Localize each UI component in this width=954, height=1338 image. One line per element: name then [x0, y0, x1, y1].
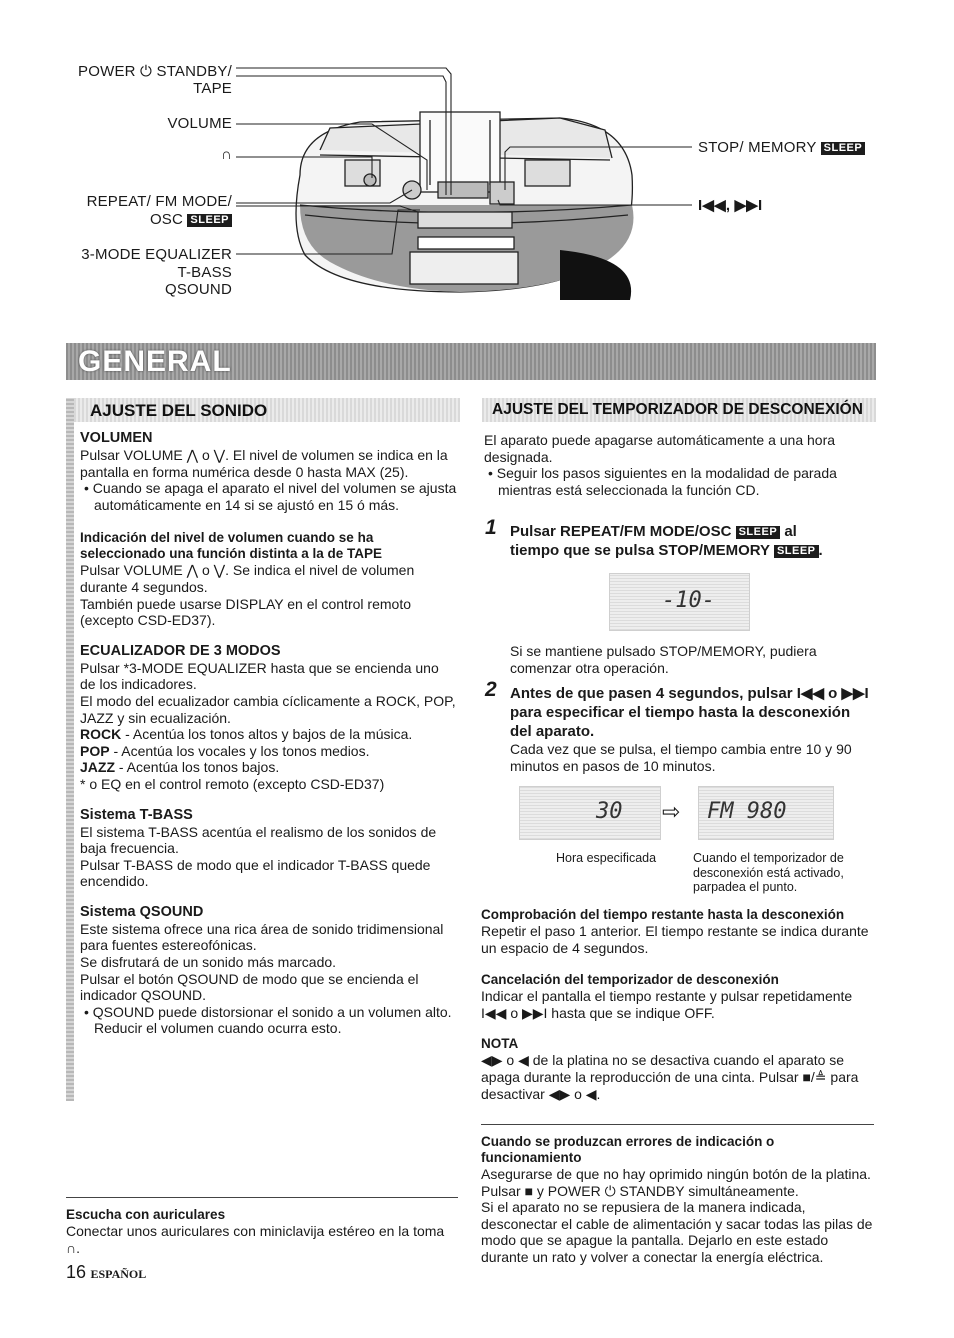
- caption-hora-especificada: Hora especificada: [556, 851, 657, 865]
- ecualizador-note: * o EQ en el control remoto (excepto CSD-ED37): [80, 775, 385, 792]
- callout-osc: [60, 211, 232, 228]
- callout-osc-label: OSC: [149, 211, 184, 228]
- nota-heading: NOTA: [481, 1036, 519, 1052]
- qsound-heading: Sistema QSOUND: [80, 903, 204, 920]
- left-section-heading-bar: [66, 398, 460, 422]
- ecualizador-jazz: [80, 759, 458, 776]
- auriculares-text: Conectar unos auriculares con miniclavija estéreo en la toma ∩.: [66, 1223, 445, 1256]
- step-1-text-d: .: [818, 542, 823, 559]
- step-1-text-b: al: [784, 523, 797, 540]
- callout-volume: VOLUME: [167, 115, 232, 132]
- callout-t-bass: T-BASS: [177, 264, 232, 281]
- callout-repeat-fm-mode: REPEAT/ FM MODE/: [86, 193, 232, 210]
- cancelacion-text: Indicar el pantalla el tiempo restante y pulsar repetidamente I◀◀ o ▶▶I hasta que se indique OFF.: [481, 988, 853, 1021]
- callout-equalizer: 3-MODE EQUALIZER: [81, 246, 232, 263]
- step-1-title: [510, 522, 880, 560]
- rock-desc: - Acentúa los tonos altos y bajos de la música.: [121, 726, 413, 743]
- display-arrow-icon: ⇨: [662, 799, 681, 824]
- qsound-text: Este sistema ofrece una rica área de sonido tridimensional para fuentes estereofónicas.: [80, 920, 444, 954]
- left-sidebar-bar: [66, 398, 74, 1101]
- errores-block: [481, 1134, 876, 1266]
- sleep-badge: SLEEP: [821, 142, 866, 155]
- callout-skip-buttons: I◀◀, ▶▶I: [698, 197, 763, 214]
- callout-stop-memory: [698, 139, 898, 156]
- qsound-instruction: Pulsar el botón QSOUND de modo que se encienda el indicador QSOUND.: [80, 970, 419, 1004]
- auriculares-rule: [66, 1197, 458, 1198]
- display-sleep-30: [519, 786, 661, 840]
- section-banner: [66, 343, 876, 380]
- sleep-badge: SLEEP: [736, 526, 781, 539]
- right-section-heading-bar: [482, 398, 876, 422]
- right-intro: [484, 432, 874, 498]
- errores-rule: [481, 1124, 874, 1125]
- display-sleep-10-text: -10-: [662, 588, 715, 613]
- jazz-label: JAZZ: [80, 759, 115, 776]
- sleep-badge: SLEEP: [774, 545, 819, 558]
- page-footer: [66, 1262, 146, 1283]
- auriculares-block: [66, 1207, 460, 1256]
- ecualizador-cycle-text: El modo del ecualizador cambia cíclicamente a ROCK, POP, JAZZ y sin ecualización.: [80, 692, 456, 726]
- tbass-heading: Sistema T-BASS: [80, 806, 193, 823]
- ecualizador-text: Pulsar *3-MODE EQUALIZER hasta que se encienda uno de los indicadores.: [80, 659, 439, 693]
- errores-heading: Cuando se produzcan errores de indicación o funcionamiento: [481, 1134, 775, 1165]
- step-2-block: [510, 684, 870, 774]
- comprobacion-heading: Comprobación del tiempo restante hasta la desconexión: [481, 907, 845, 922]
- ecualizador-rock: [80, 726, 458, 743]
- step-1-text-a: Pulsar REPEAT/FM MODE/OSC: [510, 523, 732, 540]
- volumen-heading: VOLUMEN: [80, 430, 153, 446]
- indicacion-text: Pulsar VOLUME ⋀ o ⋁. Se indica el nivel de volumen durante 4 segundos.: [80, 562, 415, 595]
- ecualizador-pop: [80, 743, 458, 760]
- qsound-text-2: Se disfrutará de un sonido más marcado.: [80, 954, 337, 971]
- display-sleep-30-text: 30: [596, 799, 623, 824]
- callout-headphone-icon: ∩: [221, 146, 232, 163]
- left-column: [80, 430, 458, 1037]
- callout-power-standby: POWER ⏻ STANDBY/: [78, 63, 232, 80]
- display-fm-980: [698, 786, 834, 840]
- pop-label: POP: [80, 742, 110, 759]
- step-2-text: Cada vez que se pulsa, el tiempo cambia entre 10 y 90 minutos en pasos de 10 minutos.: [510, 741, 852, 774]
- volumen-bullet: • Cuando se apaga el aparato el nivel del volumen se ajusta automáticamente en 14 si se ajustó en 15 ó más.: [84, 480, 457, 513]
- page-language: ESPAÑOL: [90, 1267, 147, 1281]
- step-1-number: 1: [485, 516, 497, 539]
- caption-temporizador-activo: Cuando el temporizador de desconexión está activado, parpadea el punto.: [693, 851, 844, 894]
- rock-label: ROCK: [80, 726, 122, 743]
- ecualizador-heading: ECUALIZADOR DE 3 MODOS: [80, 642, 281, 659]
- volumen-text: Pulsar VOLUME ⋀ o ⋁. El nivel de volumen se indica en la pantalla en forma numérica desde 0 hasta MAX (25).: [80, 447, 448, 480]
- sleep-badge: SLEEP: [187, 214, 232, 227]
- callout-tape: TAPE: [193, 80, 232, 97]
- auriculares-heading: Escucha con auriculares: [66, 1207, 226, 1222]
- tbass-text: El sistema T-BASS acentúa el realismo de los sonidos de baja frecuencia.: [80, 823, 437, 857]
- left-section-heading: AJUSTE DEL SONIDO: [90, 401, 268, 420]
- step-2-title: Antes de que pasen 4 segundos, pulsar I◀◀ o ▶▶I para especificar el tiempo hasta la desconexión del aparato.: [510, 685, 869, 740]
- intro-text: El aparato puede apagarse automáticamente a una hora designada.: [484, 432, 836, 465]
- callout-stop-memory-label: STOP/ MEMORY: [698, 139, 817, 156]
- page-number: 16: [66, 1262, 87, 1282]
- step-1-note-text: Si se mantiene pulsado STOP/MEMORY, pudiera comenzar otra operación.: [510, 643, 817, 676]
- qsound-bullet: • QSOUND puede distorsionar el sonido a un volumen alto. Reducir el volumen cuando ocurra esto.: [84, 1003, 452, 1037]
- indicacion-remote-text: También puede usarse DISPLAY en el control remoto (excepto CSD-ED37).: [80, 595, 412, 629]
- step-1-text-c: tiempo que se pulsa STOP/MEMORY: [510, 542, 770, 559]
- errores-text-2: Pulsar ■ y POWER ⏻ STANDBY simultáneamente.: [481, 1182, 799, 1199]
- nota-text: ◀▶ o ◀ de la platina no se desactiva cuando el aparato se apaga durante la reproducción de una cinta. Pulsar ■/≜ para desactivar ◀▶ o ◀.: [481, 1052, 859, 1102]
- jazz-desc: - Acentúa los tonos bajos.: [115, 759, 280, 776]
- comprobacion-block: [481, 907, 876, 1102]
- indicacion-heading: Indicación del nivel de volumen cuando se ha seleccionado una función distinta a la de TAPE: [80, 530, 383, 562]
- cancelacion-heading: Cancelación del temporizador de desconexión: [481, 972, 779, 988]
- step-1-note: [510, 643, 870, 676]
- display-fm-980-text: FM 980: [707, 799, 787, 824]
- right-section-heading: AJUSTE DEL TEMPORIZADOR DE DESCONEXIÓN: [492, 401, 863, 418]
- tbass-instruction: Pulsar T-BASS de modo que el indicador T-BASS quede encendido.: [80, 856, 431, 890]
- step-2-number: 2: [485, 678, 497, 701]
- intro-bullet: • Seguir los pasos siguientes en la modalidad de parada mientras está seleccionada la función CD.: [488, 465, 837, 498]
- errores-text-3: Si el aparato no se repusiera de la manera indicada, desconectar el cable de alimentación y sacar todas las pilas de modo que se apague la pantalla. Dejarlo en este estado durante un rato y volver a conectar la energía eléctrica.: [481, 1199, 873, 1265]
- display-sleep-10: [609, 573, 750, 631]
- errores-text-1: Asegurarse de que no hay oprimido ningún botón de la platina.: [481, 1166, 871, 1182]
- callout-qsound: QSOUND: [164, 281, 232, 298]
- comprobacion-text: Repetir el paso 1 anterior. El tiempo restante se indica durante un espacio de 4 segundos.: [481, 923, 869, 956]
- banner-title: GENERAL: [78, 345, 232, 378]
- pop-desc: - Acentúa los vocales y los tonos medios.: [109, 742, 370, 759]
